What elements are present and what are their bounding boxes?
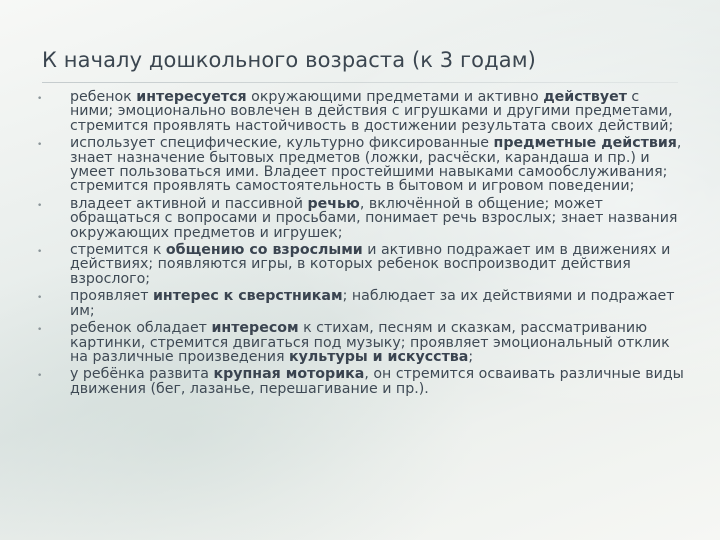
bullet-item <box>34 321 684 364</box>
bullet-emphasis: действует <box>543 89 627 105</box>
bullet-item <box>34 367 684 396</box>
bullet-item <box>34 90 684 133</box>
bullet-dot-icon: • <box>37 293 43 304</box>
bullet-item <box>34 289 684 318</box>
slide-title: К началу дошкольного возраста (к 3 годам) <box>42 48 536 72</box>
bullet-text: к стихам, песням и сказкам, рассматриванию картинки, стремится двигаться под музыку; проявляет эмоциональный отклик на различные произведения <box>70 320 670 365</box>
bullet-text: с ними; эмоционально вовлечен в действия с игрушками и другими предметами, стремится проявлять настойчивость в достижении результата своих действий; <box>70 89 674 134</box>
bullet-text: проявляет <box>70 288 153 305</box>
bullet-dot-icon: • <box>37 371 43 382</box>
bullet-item <box>34 243 684 286</box>
bullet-text: и активно подражает им в движениях и действиях; появляются игры, в которых ребенок воспроизводит действия взрослого; <box>70 242 671 287</box>
bullet-dot-icon: • <box>37 247 43 258</box>
bullet-text: , знает назначение бытовых предметов (ложки, расчёски, карандаша и пр.) и умеет пользоваться ими. Владеет простейшими навыками самообслуживания; стремится проявлять самостоятельность в бытовом и игровом поведении; <box>70 135 682 195</box>
bullet-text: ; наблюдает за их действиями и подражает им; <box>70 288 675 319</box>
bullet-dot-icon: • <box>37 140 43 151</box>
bullet-text: , он стремится осваивать различные виды движения (бег, лазанье, перешагивание и пр.). <box>70 366 684 397</box>
bullet-text: стремится к <box>70 242 166 259</box>
bullet-text: владеет активной и пассивной <box>70 195 308 212</box>
bullet-emphasis: крупная моторика <box>213 366 365 383</box>
bullet-emphasis: интерес к сверстникам <box>152 288 343 305</box>
bullet-text: окружающими предметами и активно <box>246 89 544 105</box>
bullet-item <box>34 197 684 240</box>
bullet-dot-icon: • <box>37 200 43 211</box>
bullet-text: ребенок обладает <box>70 320 212 337</box>
bullet-text: у ребёнка развита <box>70 366 214 383</box>
bullet-item <box>34 136 684 194</box>
bullet-text: использует специфические, культурно фиксированные <box>70 135 494 152</box>
bullet-emphasis: интересуется <box>136 89 247 105</box>
bullet-list <box>34 90 684 399</box>
title-divider <box>42 82 678 83</box>
bullet-dot-icon: • <box>37 94 43 104</box>
bullet-emphasis: интересом <box>211 320 299 337</box>
bullet-emphasis: предметные действия <box>493 135 677 152</box>
bullet-emphasis: речью <box>307 195 360 212</box>
bullet-emphasis: культуры и искусства <box>289 348 469 365</box>
bullet-dot-icon: • <box>37 325 43 336</box>
bullet-text: ; <box>468 348 474 365</box>
bullet-emphasis: общению со взрослыми <box>165 242 363 259</box>
bullet-text: ребенок <box>70 89 137 105</box>
bullet-text: , включённой в общение; может обращаться с вопросами и просьбами, понимает речь взрослых; знает названия окружающих предметов и игрушек; <box>70 195 678 241</box>
